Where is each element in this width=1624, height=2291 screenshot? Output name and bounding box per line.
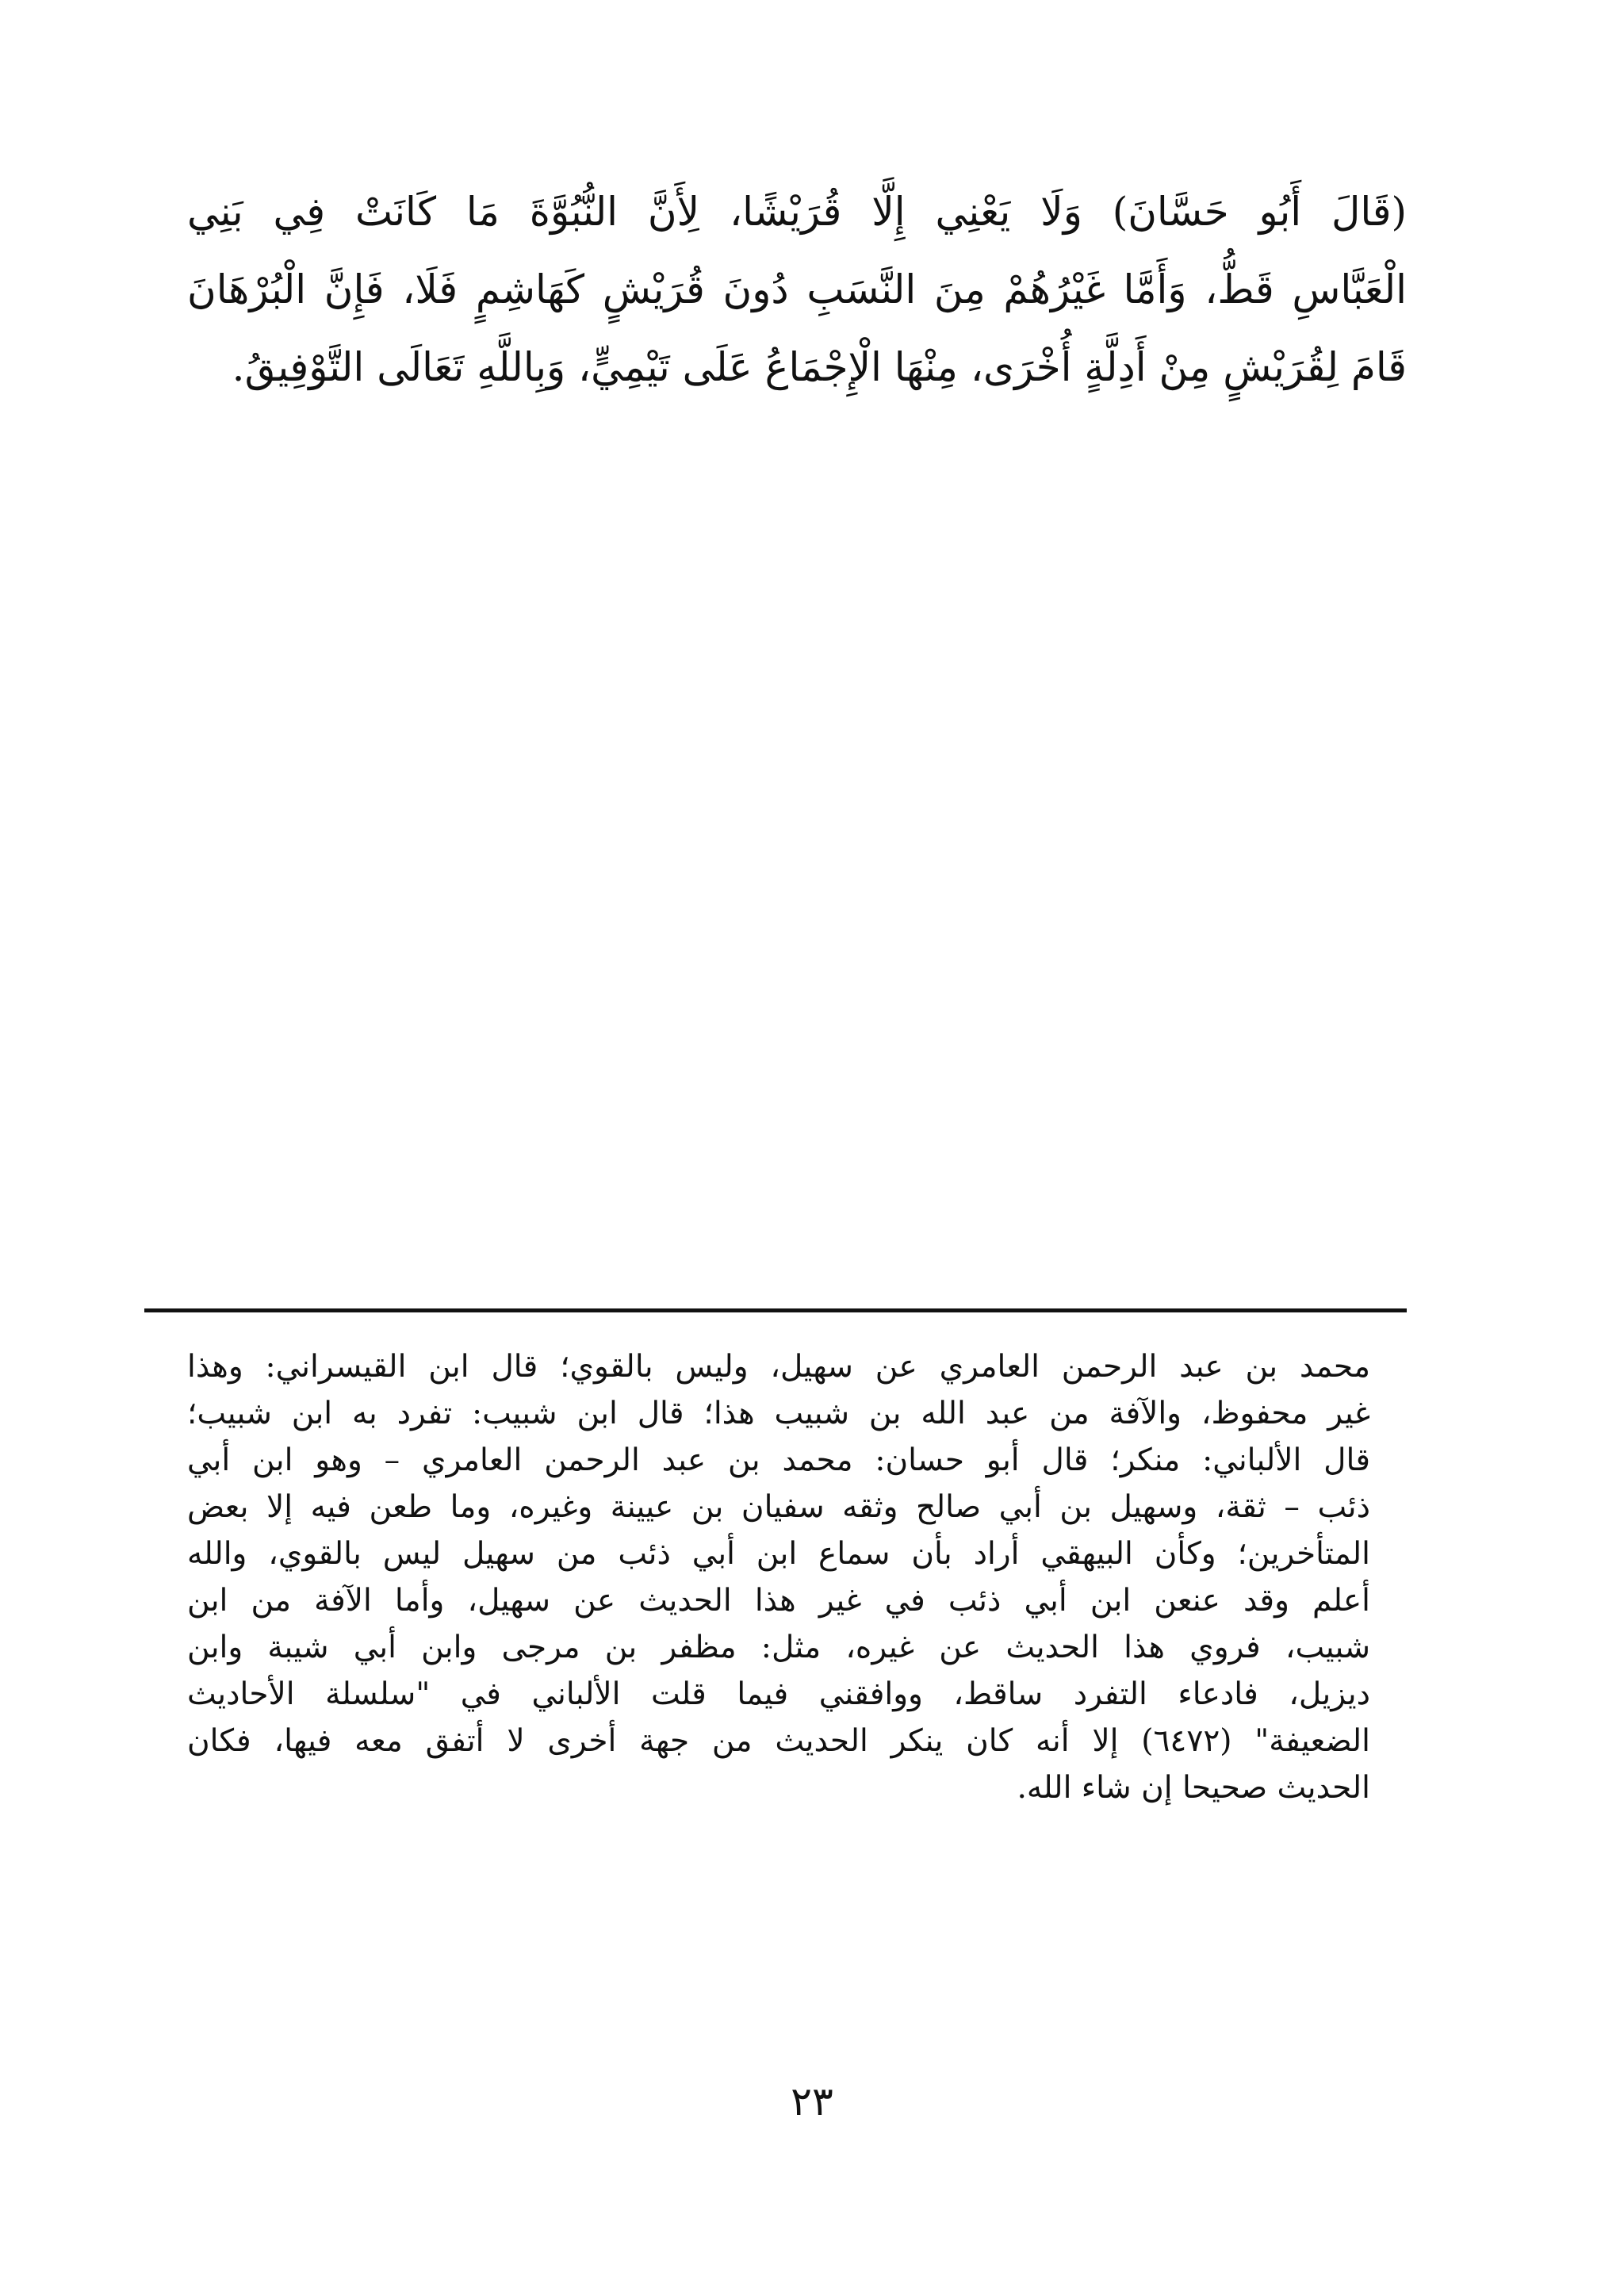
footnote-line: غير محفوظ، والآفة من عبد الله بن شبيب هذا؛ قال ابن شبيب: تفرد به ابن شبيب؛ [187, 1396, 1370, 1431]
footnote-line: قال الألباني: منكر؛ قال أبو حسان: محمد بن عبد الرحمن العامري – وهو ابن أبي [187, 1442, 1370, 1478]
footnote-line: محمد بن عبد الرحمن العامري عن سهيل، وليس بالقوي؛ قال ابن القيسراني: وهذا [187, 1349, 1370, 1385]
footnote-line: ديزيل، فادعاء التفرد ساقط، ووافقني فيما قلت الألباني في "سلسلة الأحاديث [187, 1676, 1370, 1712]
main-text-line: قَامَ لِقُرَيْشٍ مِنْ أَدِلَّةٍ أُخْرَى، مِنْهَا الْإِجْمَاعُ عَلَى تَيْمِيٍّ، وَبِاللَّهِ تَعَالَى التَّوْفِيقُ. [232, 344, 1407, 390]
footnote-line: الحديث صحيحا إن شاء الله. [1017, 1770, 1370, 1806]
main-text-line: الْعَبَّاسِ قَطُّ، وَأَمَّا غَيْرُهُمْ مِنَ النَّسَبِ دُونَ قُرَيْشٍ كَهَاشِمٍ فَلَا، فَإِنَّ الْبُرْهَانَ [187, 266, 1407, 312]
footnote-block [187, 1343, 1370, 1811]
footnote-divider [144, 1308, 1407, 1312]
footnote-line: الضعيفة" (٦٤٧٢) إلا أنه كان ينكر الحديث من جهة أخرى لا أتفق معه فيها، فكان [187, 1723, 1370, 1759]
footnote-line: أعلم وقد عنعن ابن أبي ذئب في غير هذا الحديث عن سهيل، وأما الآفة من ابن [187, 1583, 1370, 1619]
footnote-line: شبيب، فروي هذا الحديث عن غيره، مثل: مظفر بن مرجى وابن أبي شيبة وابن [187, 1630, 1370, 1665]
footnote-line: ذئب – ثقة، وسهيل بن أبي صالح وثقه سفيان بن عيينة وغيره، وما طعن فيه إلا بعض [187, 1489, 1370, 1525]
footnote-line: المتأخرين؛ وكأن البيهقي أراد بأن سماع ابن أبي ذئب من سهيل ليس بالقوي، والله [187, 1536, 1370, 1572]
main-text-line: (قَالَ أَبُو حَسَّانَ) وَلَا يَعْنِي إِلَّا قُرَيْشًا، لِأَنَّ النُّبُوَّةَ مَا كَانَتْ فِي بَنِي [187, 189, 1407, 235]
main-text-block [187, 173, 1407, 406]
page-number: ٢٣ [791, 2078, 833, 2124]
